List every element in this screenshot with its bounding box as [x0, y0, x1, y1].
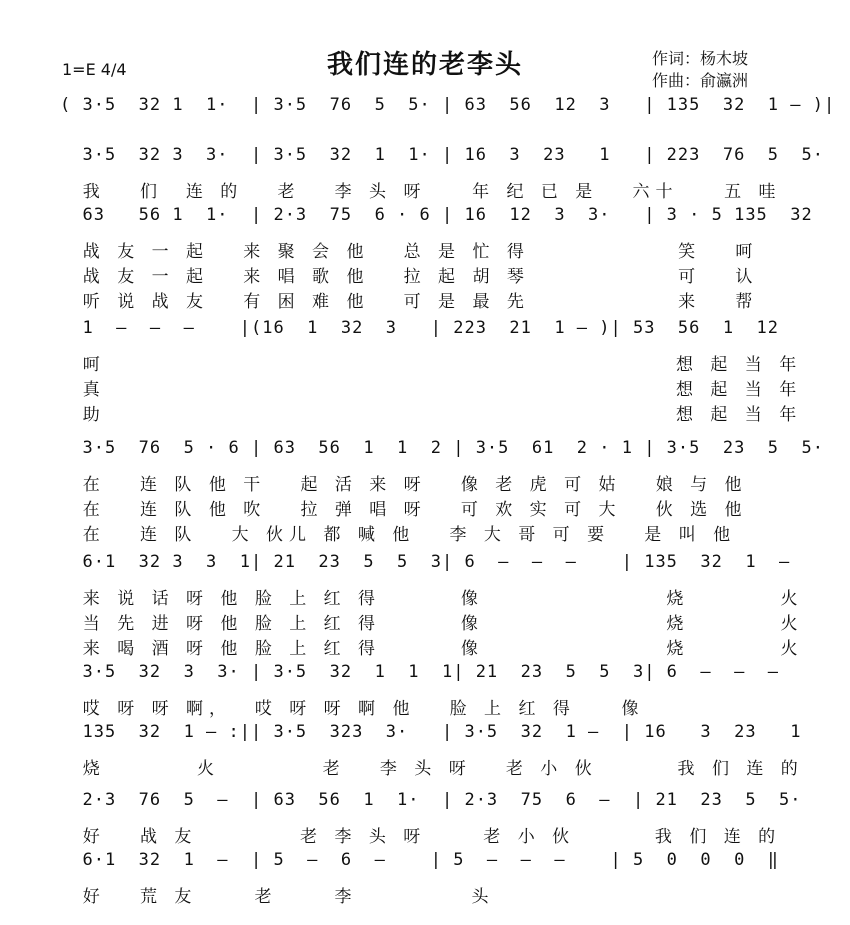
score-row-notes: ( 3·5 32 1 1· | 3·5 76 5 5· | 63 56 12 3 | 135 32 1 — )|: [60, 95, 836, 115]
score-row-notes: 2·3 76 5 — | 63 56 1 1· | 2·3 75 6 — | 21 23 5 5·: [60, 790, 813, 810]
score-row-lyrics: 在 连 队 他 干 起 活 来 呀 像 老 虎 可 姑 娘 与 他: [60, 475, 748, 495]
lyricist-credit: 作词：杨木坡: [652, 49, 749, 68]
score-row-notes: 6·1 32 1 — | 5 — 6 — | 5 — — — | 5 0 0 0 ‖: [60, 850, 780, 870]
score-row-lyrics: 战 友 一 起 来 唱 歌 他 拉 起 胡 琴 可 认: [60, 267, 759, 287]
score-row-notes: 3·5 76 5 · 6 | 63 56 1 1 2 | 3·5 61 2 · 1 | 3·5 23 5 5·: [60, 438, 836, 458]
score-row-lyrics: 在 连 队 他 吹 拉 弹 唱 呀 可 欢 实 可 大 伙 选 他: [60, 500, 748, 520]
score-row-lyrics: 在 连 队 大 伙儿 都 喊 他 李 大 哥 可 要 是 叫 他: [60, 525, 737, 545]
score-row-lyrics: 好 荒 友 老 李 头: [60, 887, 495, 907]
score-row-lyrics: 来 说 话 呀 他 脸 上 红 得 像 烧 火: [60, 589, 804, 609]
score-row-notes: 6·1 32 3 3 1| 21 23 5 5 3| 6 — — — | 135 32 1 —: [60, 552, 802, 572]
score-row-notes: 3·5 32 3 3· | 3·5 32 1 1· | 16 3 23 1 | 223 76 5 5·: [60, 145, 836, 165]
score-row-lyrics: 真 想 起 当 年: [60, 380, 803, 400]
score-row-lyrics: 好 战 友 老 李 头 呀 老 小 伙 我 们 连 的: [60, 827, 782, 847]
score-row-lyrics: 当 先 进 呀 他 脸 上 红 得 像 烧 火: [60, 614, 804, 634]
score-row-notes: 63 56 1 1· | 2·3 75 6 · 6 | 16 12 3 3· | 3 · 5 135 32: [60, 205, 824, 225]
song-title: 我们连的老李头: [326, 50, 523, 80]
score-row-lyrics: 战 友 一 起 来 聚 会 他 总 是 忙 得 笑 呵: [60, 242, 759, 262]
score-row-lyrics: 烧 火 老 李 头 呀 老 小 伙 我 们 连 的: [60, 759, 804, 779]
score-row-lyrics: 来 喝 酒 呀 他 脸 上 红 得 像 烧 火: [60, 639, 804, 659]
composer-credit: 作曲：俞瀛洲: [652, 71, 749, 90]
score-row-notes: 3·5 32 3 3· | 3·5 32 1 1 1| 21 23 5 5 3| 6 — — —: [60, 662, 791, 682]
key-time-signature: 1=E 4/4: [62, 60, 127, 79]
score-row-notes: 135 32 1 — :|| 3·5 323 3· | 3·5 32 1 — | 16 3 23 1: [60, 722, 813, 742]
score-row-lyrics: 哎 呀 呀 啊， 哎 呀 呀 啊 他 脸 上 红 得 像: [60, 699, 645, 719]
score-row-lyrics: 助 想 起 当 年: [60, 405, 803, 425]
score-row-lyrics: 我 们 连 的 老 李 头 呀 年 纪 已 是 六十 五 哇: [60, 182, 782, 202]
score-row-lyrics: 呵 想 起 当 年: [60, 355, 803, 375]
score-row-lyrics: 听 说 战 友 有 困 难 他 可 是 最 先 来 帮: [60, 292, 759, 312]
score-row-notes: 1 — — — |(16 1 32 3 | 223 21 1 — )| 53 56 1 12: [60, 318, 791, 338]
